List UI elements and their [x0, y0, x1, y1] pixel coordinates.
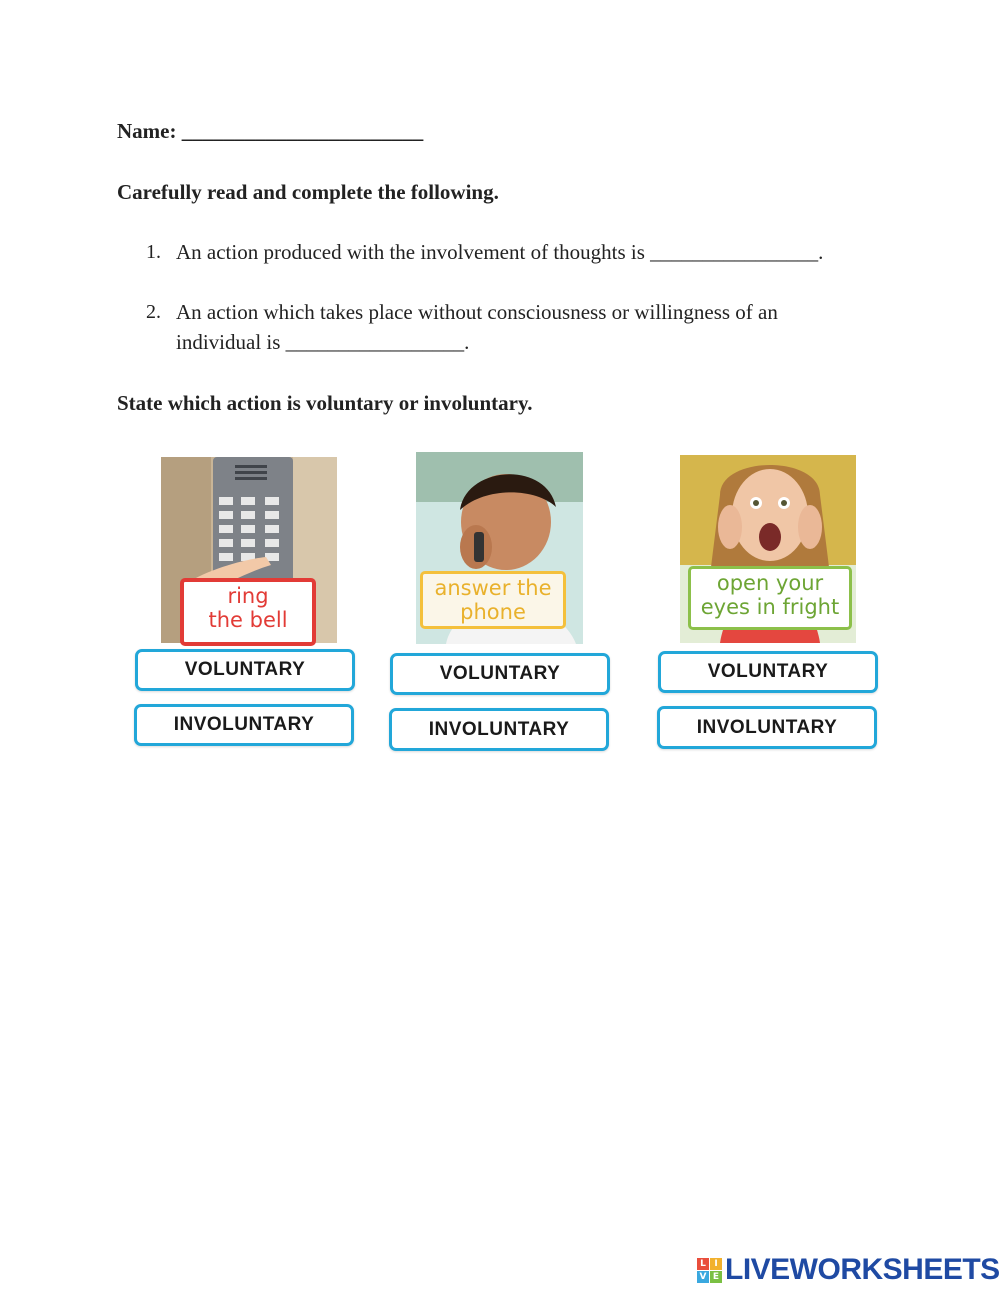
caption-line: eyes in fright	[700, 595, 840, 619]
name-blank[interactable]: _______________________	[181, 119, 424, 143]
question-2-text-line2[interactable]: individual is _________________.	[176, 330, 470, 354]
logo-letter: I	[710, 1258, 722, 1270]
logo-letter: L	[697, 1258, 709, 1270]
caption-line: phone	[460, 600, 526, 624]
instruction-complete: Carefully read and complete the following.	[117, 180, 499, 204]
question-1-text[interactable]: An action produced with the involvement of thoughts is ________________.	[176, 240, 824, 264]
logo-letter: E	[710, 1271, 722, 1283]
option-voluntary-3[interactable]: VOLUNTARY	[658, 651, 878, 693]
logo-icon	[697, 1258, 722, 1283]
logo-text: LIVEWORKSHEETS	[725, 1253, 1000, 1286]
option-voluntary-2[interactable]: VOLUNTARY	[390, 653, 610, 695]
caption-answer-phone	[420, 571, 566, 629]
question-number: 2.	[146, 301, 161, 323]
liveworksheets-logo[interactable]	[697, 1253, 1000, 1287]
caption-eyes-fright	[688, 566, 852, 630]
caption-line: the bell	[208, 608, 288, 632]
question-2-text-line1: An action which takes place without consciousness or willingness of an	[176, 300, 778, 324]
name-label: Name:	[117, 119, 177, 143]
option-voluntary-1[interactable]: VOLUNTARY	[135, 649, 355, 691]
logo-letter: V	[697, 1271, 709, 1283]
caption-line: open your	[716, 571, 824, 595]
option-involuntary-3[interactable]: INVOLUNTARY	[657, 706, 877, 749]
option-involuntary-2[interactable]: INVOLUNTARY	[389, 708, 609, 751]
caption-line: ring	[227, 584, 269, 608]
instruction-state: State which action is voluntary or involuntary.	[117, 391, 533, 415]
option-involuntary-1[interactable]: INVOLUNTARY	[134, 704, 354, 746]
name-line	[117, 117, 423, 145]
caption-line: answer the	[434, 576, 552, 600]
caption-ring-bell	[180, 578, 316, 646]
question-number: 1.	[146, 241, 161, 263]
